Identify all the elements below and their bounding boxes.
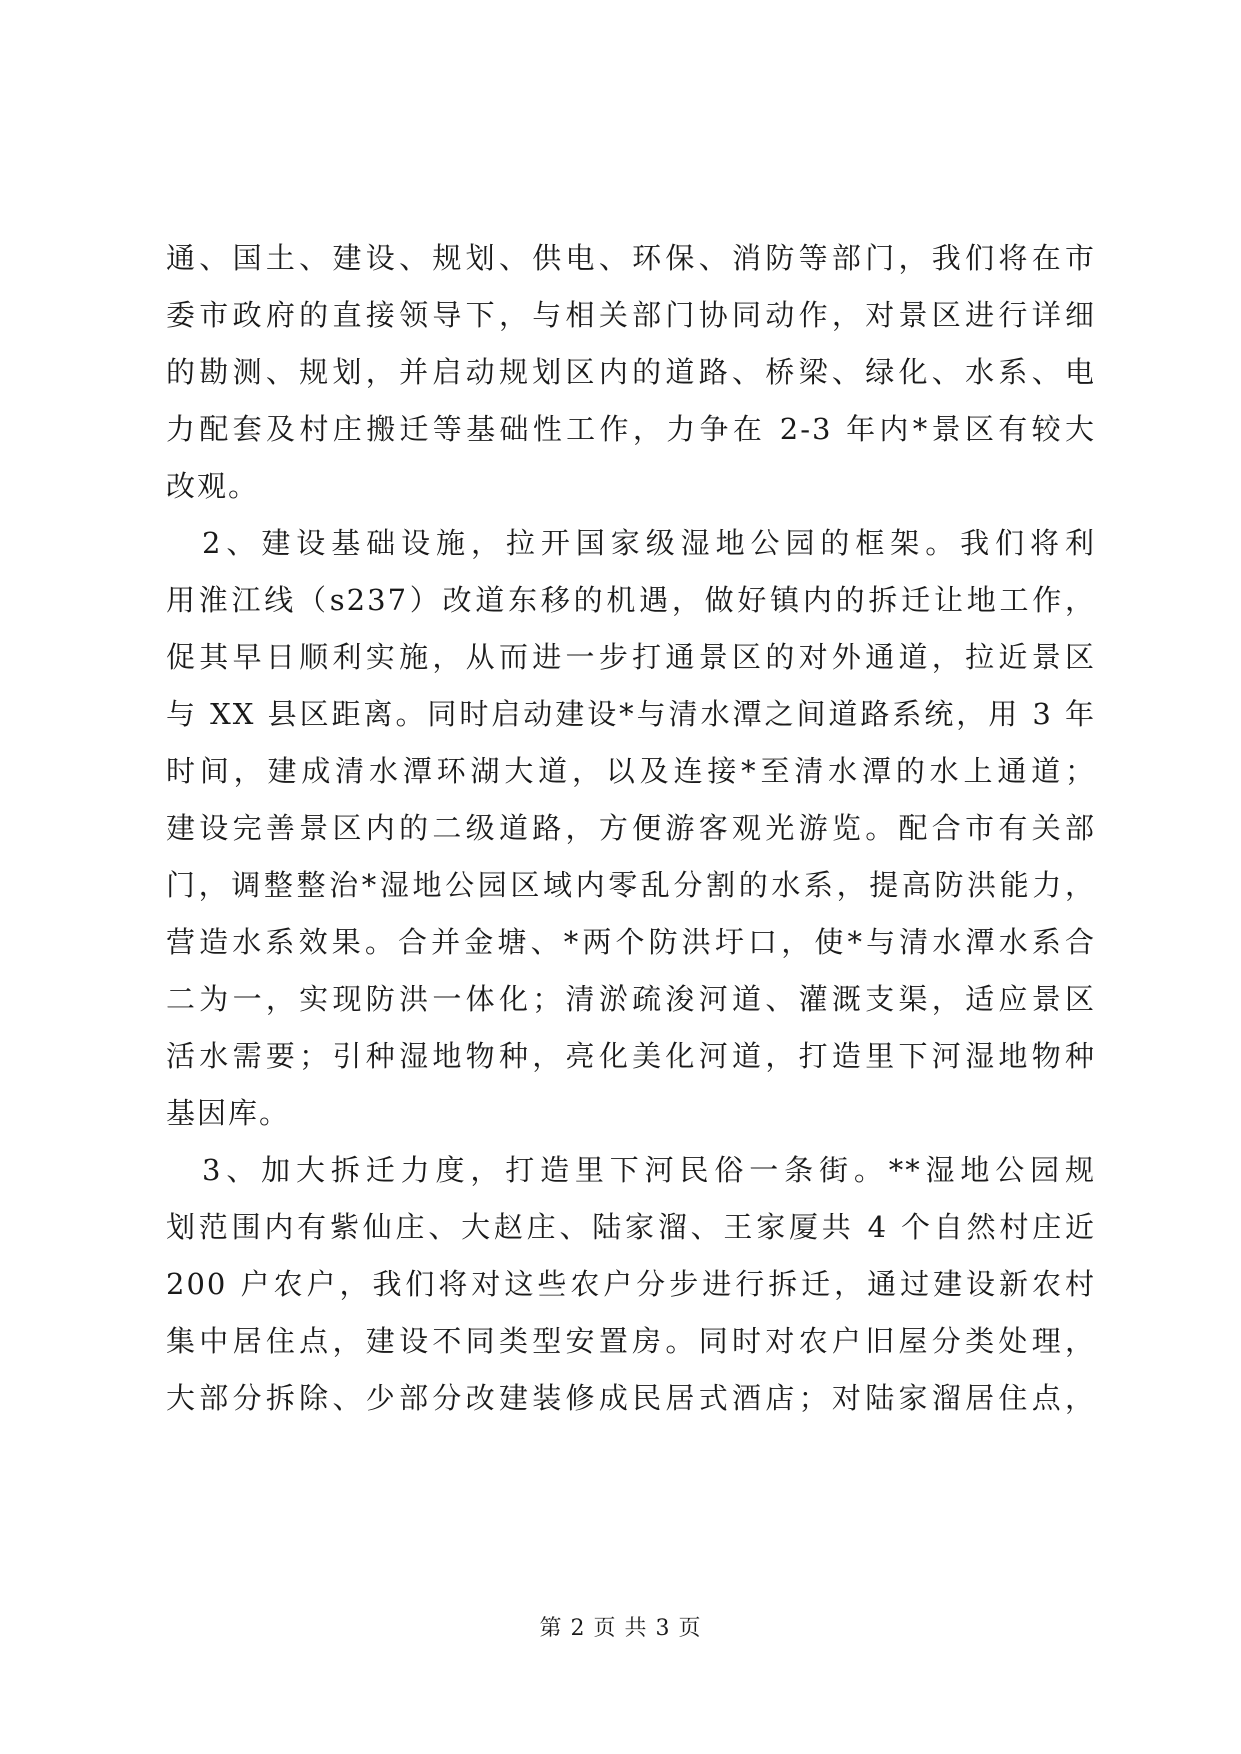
text-line: 改观。 <box>166 469 260 503</box>
text-line: 通、国土、建设、规划、供电、环保、消防等部门，我们将在市 <box>166 241 1096 275</box>
text-line: 与 XX 县区距离。同时启动建设*与清水潭之间道路系统，用 3 年 <box>166 697 1096 731</box>
text-line: 门，调整整治*湿地公园区域内零乱分割的水系，提高防洪能力， <box>166 868 1096 902</box>
text-line: 基因库。 <box>166 1096 291 1130</box>
text-line: 促其早日顺利实施，从而进一步打通景区的对外通道，拉近景区 <box>166 640 1096 674</box>
page-footer: 第 2 页 共 3 页 <box>539 1616 702 1641</box>
text-line: 用淮江线（s237）改道东移的机遇，做好镇内的拆迁让地工作， <box>166 583 1096 617</box>
text-line: 二为一，实现防洪一体化；清淤疏浚河道、灌溉支渠，适应景区 <box>166 982 1096 1016</box>
text-line: 营造水系效果。合并金塘、*两个防洪圩口，使*与清水潭水系合 <box>166 925 1096 959</box>
text-line: 时间，建成清水潭环湖大道，以及连接*至清水潭的水上通道； <box>166 754 1096 788</box>
text-line: 建设完善景区内的二级道路，方便游客观光游览。配合市有关部 <box>166 811 1096 845</box>
text-line: 的勘测、规划，并启动规划区内的道路、桥梁、绿化、水系、电 <box>166 355 1096 389</box>
text-line: 力配套及村庄搬迁等基础性工作，力争在 2-3 年内*景区有较大 <box>166 412 1096 446</box>
text-line: 活水需要；引种湿地物种，亮化美化河道，打造里下河湿地物种 <box>166 1039 1096 1073</box>
text-line: 大部分拆除、少部分改建装修成民居式酒店；对陆家溜居住点， <box>166 1381 1096 1415</box>
text-line: 委市政府的直接领导下，与相关部门协同动作，对景区进行详细 <box>166 298 1096 332</box>
paragraph-first-line: 3、加大拆迁力度，打造里下河民俗一条街。**湿地公园规 <box>202 1153 1096 1187</box>
text-line: 划范围内有紫仙庄、大赵庄、陆家溜、王家厦共 4 个自然村庄近 <box>166 1210 1096 1244</box>
text-line: 集中居住点，建设不同类型安置房。同时对农户旧屋分类处理， <box>166 1324 1096 1358</box>
paragraph-first-line: 2、建设基础设施，拉开国家级湿地公园的框架。我们将利 <box>202 526 1096 560</box>
text-line: 200 户农户，我们将对这些农户分步进行拆迁，通过建设新农村 <box>166 1267 1096 1301</box>
